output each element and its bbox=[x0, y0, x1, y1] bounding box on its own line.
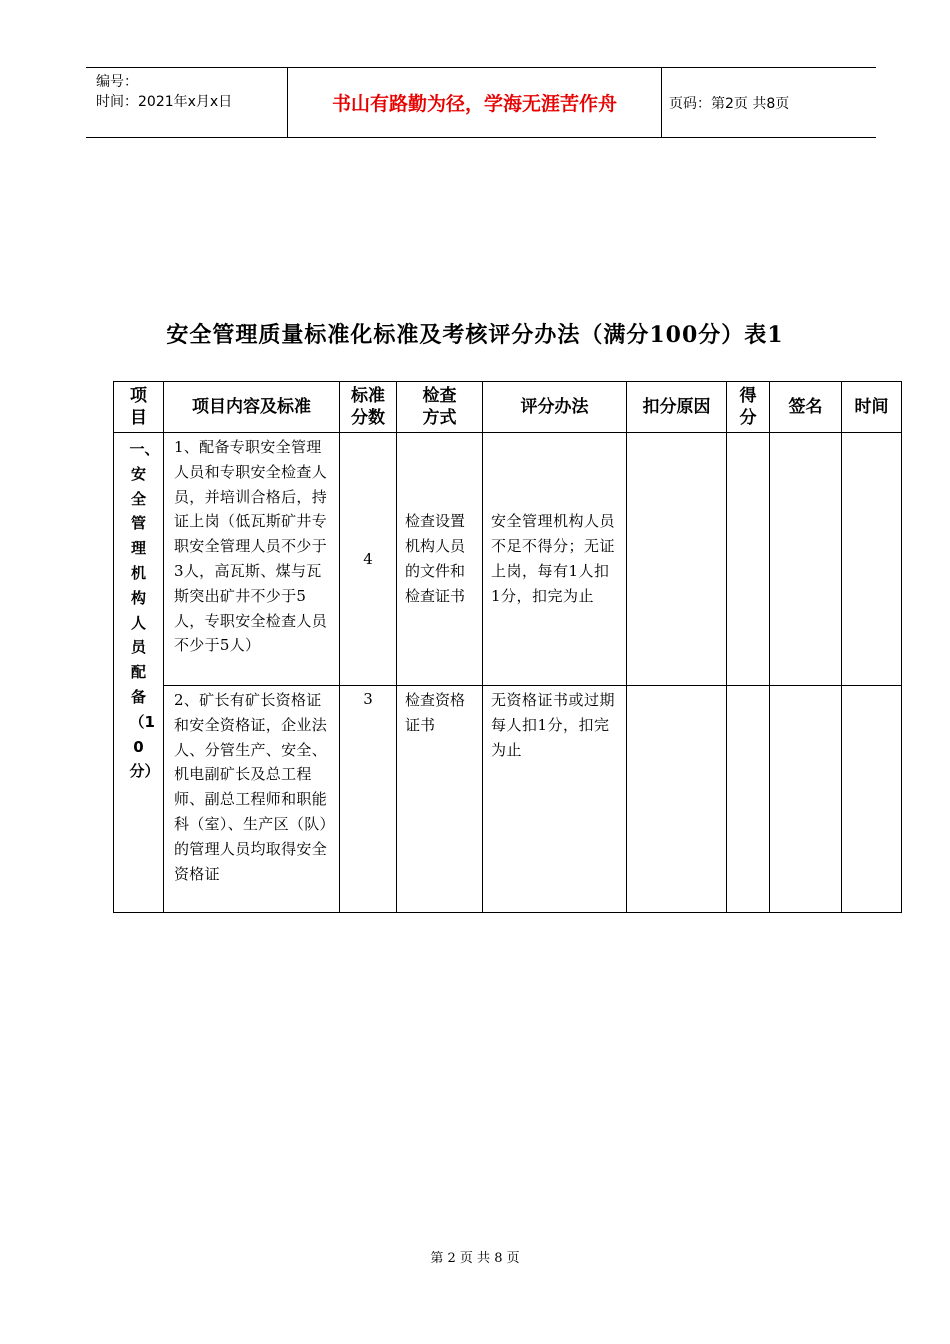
header-reason: 扣分原因 bbox=[627, 382, 727, 433]
page-title: 安全管理质量标准化标准及考核评分办法（满分100分）表1 bbox=[166, 322, 784, 348]
table-row bbox=[114, 433, 902, 686]
header-got: 得分 bbox=[727, 382, 770, 433]
table-row bbox=[114, 686, 902, 913]
page-header bbox=[86, 67, 876, 138]
category-label: 一、安全管理机构人员配备（10分） bbox=[129, 440, 160, 781]
time-label: 时间：2021年x月x日 bbox=[96, 94, 233, 110]
rule-cell: 无资格证书或过期每人扣1分，扣完为止 bbox=[483, 686, 627, 913]
reason-cell[interactable] bbox=[627, 433, 727, 686]
got-cell[interactable] bbox=[727, 433, 770, 686]
time-cell[interactable] bbox=[842, 686, 902, 913]
time-cell[interactable] bbox=[842, 433, 902, 686]
table-header-row bbox=[114, 382, 902, 433]
sign-cell[interactable] bbox=[770, 433, 842, 686]
page-footer: 第 2 页 共 8 页 bbox=[430, 1251, 520, 1266]
method-cell: 检查设置机构人员的文件和检查证书 bbox=[397, 433, 483, 686]
header-time: 时间 bbox=[842, 382, 902, 433]
header-score: 标准分数 bbox=[340, 382, 397, 433]
header-sign: 签名 bbox=[770, 382, 842, 433]
page-label: 页码：第2页 共8页 bbox=[669, 95, 790, 112]
header-rule: 评分办法 bbox=[483, 382, 627, 433]
number-label: 编号： bbox=[96, 74, 138, 90]
rule-cell: 安全管理机构人员不足不得分；无证上岗，每有1人扣1分，扣完为止 bbox=[483, 433, 627, 686]
header-left bbox=[86, 68, 286, 137]
method-cell: 检查资格证书 bbox=[397, 686, 483, 913]
category-cell bbox=[114, 433, 164, 913]
scoring-table bbox=[113, 381, 902, 913]
motto: 书山有路勤为径，学海无涯苦作舟 bbox=[287, 68, 662, 137]
header-content: 项目内容及标准 bbox=[164, 382, 340, 433]
score-cell: 4 bbox=[340, 433, 397, 686]
content-cell: 2、矿长有矿长资格证和安全资格证，企业法人、分管生产、安全、机电副矿长及总工程师、副总工程师和职能科（室）、生产区（队）的管理人员均取得安全资格证 bbox=[164, 686, 340, 913]
content-cell: 1、配备专职安全管理人员和专职安全检查人员，并培训合格后，持证上岗（低瓦斯矿井专职安全管理人员不少于3人，高瓦斯、煤与瓦斯突出矿井不少于5人，专职安全检查人员不少于5人） bbox=[164, 433, 340, 686]
reason-cell[interactable] bbox=[627, 686, 727, 913]
got-cell[interactable] bbox=[727, 686, 770, 913]
sign-cell[interactable] bbox=[770, 686, 842, 913]
header-method: 检查方式 bbox=[397, 382, 483, 433]
score-cell: 3 bbox=[340, 686, 397, 913]
header-item: 项目 bbox=[114, 382, 164, 433]
